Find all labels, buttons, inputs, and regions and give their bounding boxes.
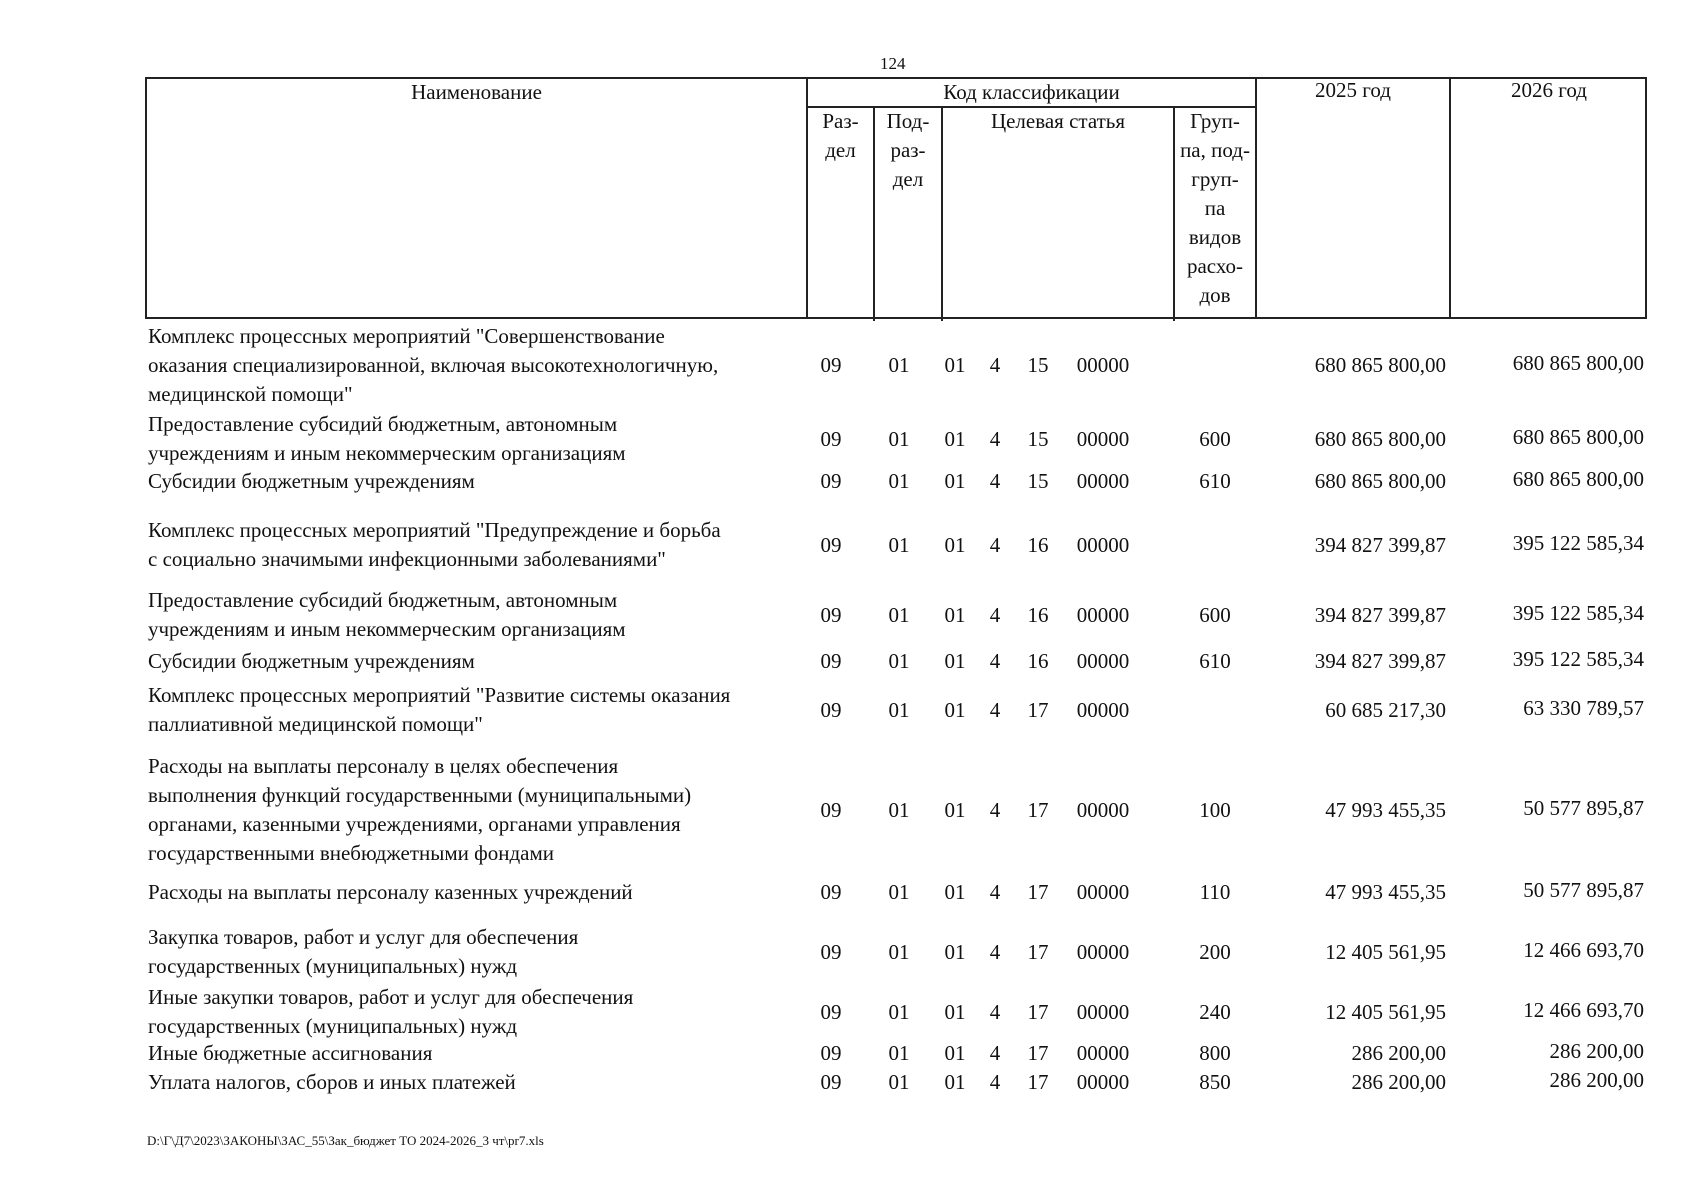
header-name: Наименование [411, 80, 542, 104]
tselevaya-part2-cell: 4 [989, 426, 1001, 451]
page-number: 124 [880, 54, 906, 73]
razdel-cell: 09 [820, 649, 842, 673]
tselevaya-part2-cell: 4 [989, 469, 1001, 493]
podrazdel-cell: 01 [888, 797, 910, 822]
tselevaya-part4-cell: 00000 [1076, 602, 1130, 627]
amount-2025-cell: 47 993 455,35 [1325, 797, 1446, 822]
tselevaya-part3-cell: 17 [1027, 939, 1049, 964]
tselevaya-part1-cell: 01 [944, 797, 966, 822]
row-name: Комплекс процессных мероприятий "Развитие системы оказания паллиативной медицинской помощи" [148, 683, 731, 736]
amount-2025-cell: 680 865 800,00 [1314, 469, 1446, 493]
header-tselevaya: Целевая статья [990, 109, 1126, 133]
razdel-cell: 09 [820, 353, 842, 377]
podrazdel-cell: 01 [888, 426, 910, 451]
row-name: Расходы на выплаты персоналу казенных учреждений [148, 880, 633, 904]
tselevaya-part3-cell: 15 [1027, 353, 1049, 377]
podrazdel-cell: 01 [888, 649, 910, 673]
tselevaya-part1-cell: 01 [944, 426, 966, 451]
tselevaya-part1-cell: 01 [944, 697, 966, 722]
header-code-group: Код классификации [943, 80, 1120, 104]
podrazdel-cell: 01 [888, 1070, 910, 1094]
tselevaya-part3-cell: 17 [1027, 1070, 1049, 1094]
tselevaya-part4-cell: 00000 [1076, 353, 1130, 377]
tselevaya-part2-cell: 4 [989, 649, 1001, 673]
tselevaya-part4-cell: 00000 [1076, 1070, 1130, 1094]
razdel-cell: 09 [820, 469, 842, 493]
tselevaya-part1-cell: 01 [944, 1041, 966, 1065]
row-name: Иные закупки товаров, работ и услуг для обеспечения государственных (муниципальных) нужд [148, 985, 634, 1038]
tselevaya-part2-cell: 4 [989, 697, 1001, 722]
amount-2025-cell: 60 685 217,30 [1325, 697, 1446, 722]
gruppa-cell: 850 [1199, 1070, 1231, 1094]
amount-2026-cell: 395 122 585,34 [1512, 530, 1644, 555]
podrazdel-cell: 01 [888, 469, 910, 493]
tselevaya-part2-cell: 4 [989, 1041, 1001, 1065]
tselevaya-part1-cell: 01 [944, 532, 966, 557]
tselevaya-part3-cell: 16 [1027, 649, 1049, 673]
tselevaya-part1-cell: 01 [944, 1070, 966, 1094]
amount-2026-cell: 395 122 585,34 [1512, 647, 1644, 671]
table-header [145, 77, 1647, 319]
amount-2026-cell: 50 577 895,87 [1523, 878, 1644, 902]
tselevaya-part2-cell: 4 [989, 1070, 1001, 1094]
amount-2025-cell: 12 405 561,95 [1325, 999, 1446, 1024]
tselevaya-part1-cell: 01 [944, 353, 966, 377]
amount-2025-cell: 286 200,00 [1351, 1070, 1446, 1094]
tselevaya-part2-cell: 4 [989, 353, 1001, 377]
razdel-cell: 09 [820, 1070, 842, 1094]
tselevaya-part3-cell: 17 [1027, 880, 1049, 904]
amount-2025-cell: 394 827 399,87 [1314, 649, 1446, 673]
amount-2025-cell: 680 865 800,00 [1314, 353, 1446, 377]
tselevaya-part2-cell: 4 [989, 797, 1001, 822]
amount-2025-cell: 12 405 561,95 [1325, 939, 1446, 964]
tselevaya-part4-cell: 00000 [1076, 999, 1130, 1024]
amount-2026-cell: 286 200,00 [1549, 1068, 1644, 1092]
row-name: Закупка товаров, работ и услуг для обеспечения государственных (муниципальных) нужд [148, 925, 579, 978]
amount-2025-cell: 680 865 800,00 [1314, 426, 1446, 451]
row-name: Субсидии бюджетным учреждениям [148, 469, 475, 493]
tselevaya-part4-cell: 00000 [1076, 649, 1130, 673]
tselevaya-part2-cell: 4 [989, 999, 1001, 1024]
tselevaya-part3-cell: 16 [1027, 602, 1049, 627]
tselevaya-part1-cell: 01 [944, 939, 966, 964]
row-name: Комплекс процессных мероприятий "Совершенствование оказания специализированной, включая высокотехнологичную, медицинской помощи" [148, 324, 719, 406]
tselevaya-part1-cell: 01 [944, 469, 966, 493]
row-name: Иные бюджетные ассигнования [148, 1041, 433, 1065]
tselevaya-part4-cell: 00000 [1076, 797, 1130, 822]
amount-2025-cell: 47 993 455,35 [1325, 880, 1446, 904]
tselevaya-part3-cell: 17 [1027, 697, 1049, 722]
amount-2026-cell: 12 466 693,70 [1523, 937, 1644, 962]
gruppa-cell: 610 [1199, 469, 1231, 493]
tselevaya-part2-cell: 4 [989, 880, 1001, 904]
row-name: Предоставление субсидий бюджетным, автономным учреждениям и иным некоммерческим организациям [148, 588, 626, 641]
tselevaya-part4-cell: 00000 [1076, 532, 1130, 557]
tselevaya-part3-cell: 17 [1027, 999, 1049, 1024]
header-gruppa: Груп- па, под- груп- па видов расхо- дов [1180, 109, 1250, 307]
header-2025: 2025 год [1315, 78, 1391, 102]
podrazdel-cell: 01 [888, 1041, 910, 1065]
amount-2026-cell: 395 122 585,34 [1512, 600, 1644, 625]
gruppa-cell: 240 [1199, 999, 1231, 1024]
gruppa-cell: 800 [1199, 1041, 1231, 1065]
amount-2026-cell: 680 865 800,00 [1512, 424, 1644, 449]
razdel-cell: 09 [820, 697, 842, 722]
amount-2026-cell: 680 865 800,00 [1512, 467, 1644, 491]
tselevaya-part2-cell: 4 [989, 532, 1001, 557]
podrazdel-cell: 01 [888, 353, 910, 377]
footer-path: D:\Г\Д7\2023\ЗАКОНЫ\ЗАС_55\Зак_бюджет ТО 2024-2026_3 чт\pr7.xls [147, 1133, 544, 1148]
header-razdel: Раз- дел [822, 109, 859, 162]
row-name: Предоставление субсидий бюджетным, автономным учреждениям и иным некоммерческим организациям [148, 412, 626, 465]
tselevaya-part3-cell: 16 [1027, 532, 1049, 557]
razdel-cell: 09 [820, 797, 842, 822]
gruppa-cell: 600 [1199, 602, 1231, 627]
tselevaya-part2-cell: 4 [989, 602, 1001, 627]
row-name: Уплата налогов, сборов и иных платежей [148, 1070, 516, 1094]
row-name: Расходы на выплаты персоналу в целях обеспечения выполнения функций государственными (муниципальными) органами, казенными учреждениями, органами управления государственными внебюджетными фондами [148, 754, 692, 865]
gruppa-cell: 100 [1199, 797, 1231, 822]
razdel-cell: 09 [820, 999, 842, 1024]
tselevaya-part4-cell: 00000 [1076, 939, 1130, 964]
tselevaya-part4-cell: 00000 [1076, 697, 1130, 722]
tselevaya-part4-cell: 00000 [1076, 1041, 1130, 1065]
tselevaya-part3-cell: 17 [1027, 1041, 1049, 1065]
row-name: Субсидии бюджетным учреждениям [148, 649, 475, 673]
amount-2026-cell: 12 466 693,70 [1523, 997, 1644, 1022]
razdel-cell: 09 [820, 939, 842, 964]
amount-2025-cell: 286 200,00 [1351, 1041, 1446, 1065]
amount-2026-cell: 286 200,00 [1549, 1039, 1644, 1063]
amount-2025-cell: 394 827 399,87 [1314, 602, 1446, 627]
header-podrazdel: Под- раз- дел [886, 109, 930, 191]
tselevaya-part4-cell: 00000 [1076, 426, 1130, 451]
gruppa-cell: 610 [1199, 649, 1231, 673]
tselevaya-part3-cell: 15 [1027, 469, 1049, 493]
podrazdel-cell: 01 [888, 939, 910, 964]
tselevaya-part3-cell: 15 [1027, 426, 1049, 451]
amount-2026-cell: 680 865 800,00 [1512, 351, 1644, 375]
tselevaya-part1-cell: 01 [944, 649, 966, 673]
podrazdel-cell: 01 [888, 602, 910, 627]
razdel-cell: 09 [820, 532, 842, 557]
tselevaya-part4-cell: 00000 [1076, 469, 1130, 493]
podrazdel-cell: 01 [888, 999, 910, 1024]
tselevaya-part4-cell: 00000 [1076, 880, 1130, 904]
tselevaya-part3-cell: 17 [1027, 797, 1049, 822]
razdel-cell: 09 [820, 880, 842, 904]
amount-2025-cell: 394 827 399,87 [1314, 532, 1446, 557]
tselevaya-part1-cell: 01 [944, 880, 966, 904]
razdel-cell: 09 [820, 1041, 842, 1065]
gruppa-cell: 110 [1199, 880, 1231, 904]
podrazdel-cell: 01 [888, 697, 910, 722]
razdel-cell: 09 [820, 602, 842, 627]
razdel-cell: 09 [820, 426, 842, 451]
header-2026: 2026 год [1511, 78, 1587, 102]
tselevaya-part1-cell: 01 [944, 999, 966, 1024]
amount-2026-cell: 63 330 789,57 [1523, 695, 1644, 720]
amount-2026-cell: 50 577 895,87 [1523, 795, 1644, 820]
gruppa-cell: 600 [1199, 426, 1231, 451]
podrazdel-cell: 01 [888, 880, 910, 904]
tselevaya-part1-cell: 01 [944, 602, 966, 627]
podrazdel-cell: 01 [888, 532, 910, 557]
tselevaya-part2-cell: 4 [989, 939, 1001, 964]
gruppa-cell: 200 [1199, 939, 1231, 964]
row-name: Комплекс процессных мероприятий "Предупреждение и борьба с социально значимыми инфекционными заболеваниями" [148, 518, 721, 571]
